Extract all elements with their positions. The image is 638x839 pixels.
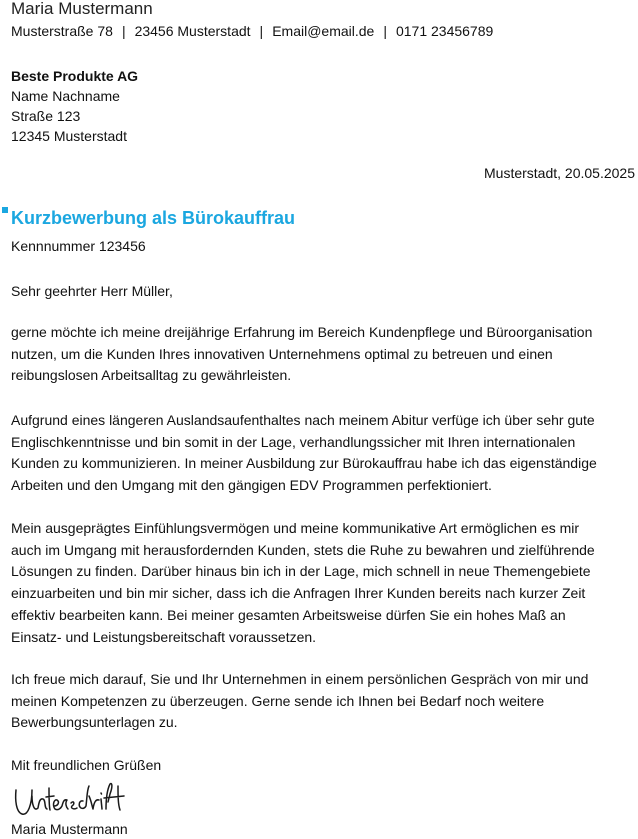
separator: | <box>383 23 387 39</box>
recipient-address <box>11 66 138 146</box>
letter-date: Musterstadt, 20.05.2025 <box>484 165 635 181</box>
body-paragraph: Ich freue mich darauf, Sie und Ihr Unternehmen in einem persönlichen Gespräch von mir und meinen Kompetenzen zu überzeugen. Gerne sende ich Ihnen bei Bedarf noch weitere Bewerbungsunterlagen zu. <box>11 671 589 731</box>
signer-name: Maria Mustermann <box>11 821 128 837</box>
sender-name: Maria Mustermann <box>11 0 153 18</box>
body-paragraph: Mein ausgeprägtes Einfühlungsvermögen und meine kommunikative Art ermöglichen es mir auch im Umgang mit herausfordernden Kunden, stets die Ruhe zu bewahren und zielführende Lösungen zu finden. Darüber hinaus bin ich in der Lage, mich schnell in neue Themengebiete einzuarbeiten und bin mir sicher, dass ich die Anfragen Ihrer Kunden bereits nach kurzer Zeit effektiv bearbeiten kann. Bei meiner gesamten Arbeitsweise dürfen Sie ein hohes Maß an Einsatz- und Leistungsbereitschaft voraussetzen. <box>11 520 595 645</box>
sender-email: Email@email.de <box>272 23 375 39</box>
handwritten-signature <box>12 778 132 824</box>
recipient-city: 12345 Musterstadt <box>11 128 127 144</box>
sender-contact-line <box>11 23 493 39</box>
letter-subject: Kurzbewerbung als Bürokauffrau <box>11 208 296 228</box>
reference-number: Kennnummer 123456 <box>11 238 146 254</box>
closing-phrase: Mit freundlichen Grüßen <box>11 757 162 773</box>
accent-marker <box>2 207 8 213</box>
sender-city: 23456 Musterstadt <box>134 23 251 39</box>
recipient-company: Beste Produkte AG <box>11 68 139 84</box>
salutation: Sehr geehrter Herr Müller, <box>11 283 173 299</box>
sender-phone: 0171 23456789 <box>395 23 494 39</box>
separator: | <box>259 23 264 39</box>
sender-street: Musterstraße 78 <box>11 23 113 39</box>
body-paragraph: Aufgrund eines längeren Auslandsaufenthaltes nach meinem Abitur verfüge ich über sehr gute Englischkenntnisse und bin somit in der Lage, verhandlungssicher mit Ihren internationalen Kunden zu kommunizieren. In meiner Ausbildung zur Bürokauffrau habe ich das eigenständige Arbeiten und den Umgang mit den gängigen EDV Programmen perfektioniert. <box>11 412 597 494</box>
separator: | <box>121 23 126 39</box>
recipient-street: Straße 123 <box>11 108 81 124</box>
body-paragraph: gerne möchte ich meine dreijährige Erfahrung im Bereich Kundenpflege und Büroorganisation nutzen, um die Kunden Ihres innovativen Unternehmens optimal zu betreuen und einen reibungslosen Arbeitsalltag zu gewährleisten. <box>11 324 593 384</box>
recipient-contact: Name Nachname <box>11 88 120 104</box>
